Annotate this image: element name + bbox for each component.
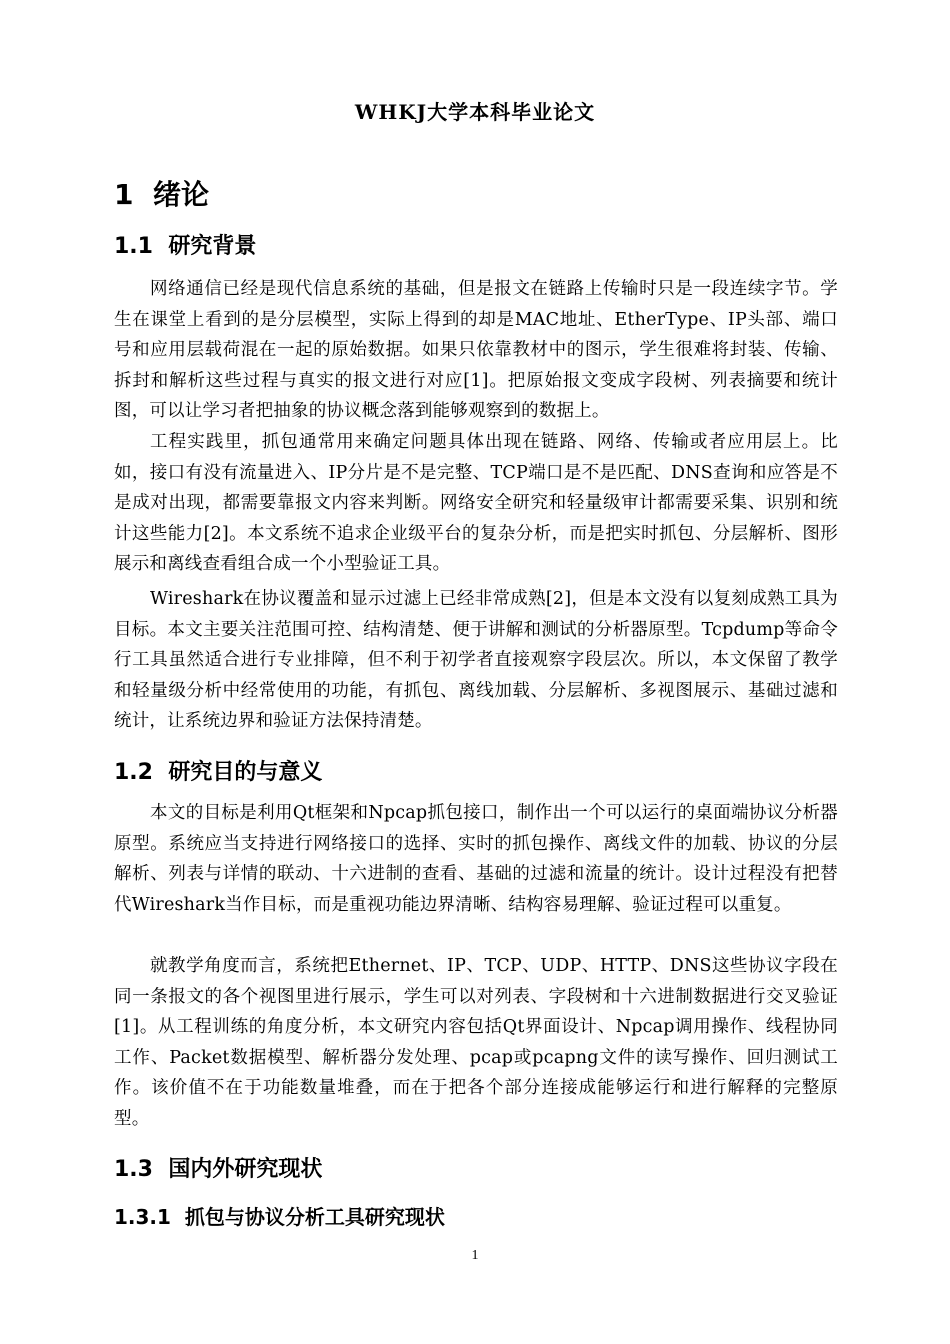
section-title: 研究目的与意义	[168, 760, 323, 785]
chapter-number: 1	[114, 178, 134, 211]
body-paragraph: 工程实践里，抓包通常用来确定问题具体出现在链路、网络、传输或者应用层上。比如，接口有没有流量进入、IP分片是不是完整、TCP端口是不是匹配、DNS查询和应答是不是成对出现，都需要靠报文内容来判断。网络安全研究和轻量级审计都需要采集、识别和统计这些能力[2]。本文系统不追求企业级平台的复杂分析，而是把实时抓包、分层解析、图形展示和离线查看组合成一个小型验证工具。	[114, 432, 838, 574]
body-paragraph: 本文的目标是利用Qt框架和Npcap抓包接口，制作出一个可以运行的桌面端协议分析器原型。系统应当支持进行网络接口的选择、实时的抓包操作、离线文件的加载、协议的分层解析、列表与详情的联动、十六进制的查看、基础的过滤和流量的统计。设计过程没有把替代Wireshark当作目标，而是重视功能边界清晰、结构容易理解、验证过程可以重复。	[114, 803, 838, 915]
section-number: 1.1	[114, 234, 153, 259]
body-paragraph: 就教学角度而言，系统把Ethernet、IP、TCP、UDP、HTTP、DNS这些协议字段在同一条报文的各个视图里进行展示，学生可以对列表、字段树和十六进制数据进行交叉验证[1]。从工程训练的角度分析，本文研究内容包括Qt界面设计、Npcap调用操作、线程协同工作、Packet数据模型、解析器分发处理、pcap或pcapng文件的读写操作、回归测试工作。该价值不在于功能数量堆叠，而在于把各个部分连接成能够运行和进行解释的完整原型。	[114, 956, 838, 1129]
chapter-heading	[114, 173, 209, 213]
section-title: 国内外研究现状	[168, 1157, 323, 1182]
section-number: 1.2	[114, 760, 153, 785]
section-heading	[114, 1152, 322, 1183]
subsection-heading	[114, 1201, 445, 1230]
running-header: WHKJ大学本科毕业论文	[354, 100, 596, 124]
body-paragraph: Wireshark在协议覆盖和显示过滤上已经非常成熟[2]，但是本文没有以复刻成熟工具为目标。本文主要关注范围可控、结构清楚、便于讲解和测试的分析器原型。Tcpdump等命令行工具虽然适合进行专业排障，但不利于初学者直接观察字段层次。所以，本文保留了教学和轻量级分析中经常使用的功能，有抓包、离线加载、分层解析、多视图展示、基础过滤和统计，让系统边界和验证方法保持清楚。	[114, 589, 838, 731]
subsection-title: 抓包与协议分析工具研究现状	[184, 1205, 445, 1229]
body-paragraph: 网络通信已经是现代信息系统的基础，但是报文在链路上传输时只是一段连续字节。学生在课堂上看到的是分层模型，实际上得到的却是MAC地址、EtherType、IP头部、端口号和应用层载荷混在一起的原始数据。如果只依靠教材中的图示，学生很难将封装、传输、拆封和解析这些过程与真实的报文进行对应[1]。把原始报文变成字段树、列表摘要和统计图，可以让学习者把抽象的协议概念落到能够观察到的数据上。	[114, 279, 838, 421]
subsection-number: 1.3.1	[114, 1205, 171, 1229]
page-number: 1	[471, 1248, 479, 1263]
section-heading	[114, 755, 322, 786]
section-title: 研究背景	[168, 234, 257, 259]
section-heading	[114, 229, 256, 260]
chapter-title: 绪论	[152, 178, 209, 211]
section-number: 1.3	[114, 1157, 153, 1182]
